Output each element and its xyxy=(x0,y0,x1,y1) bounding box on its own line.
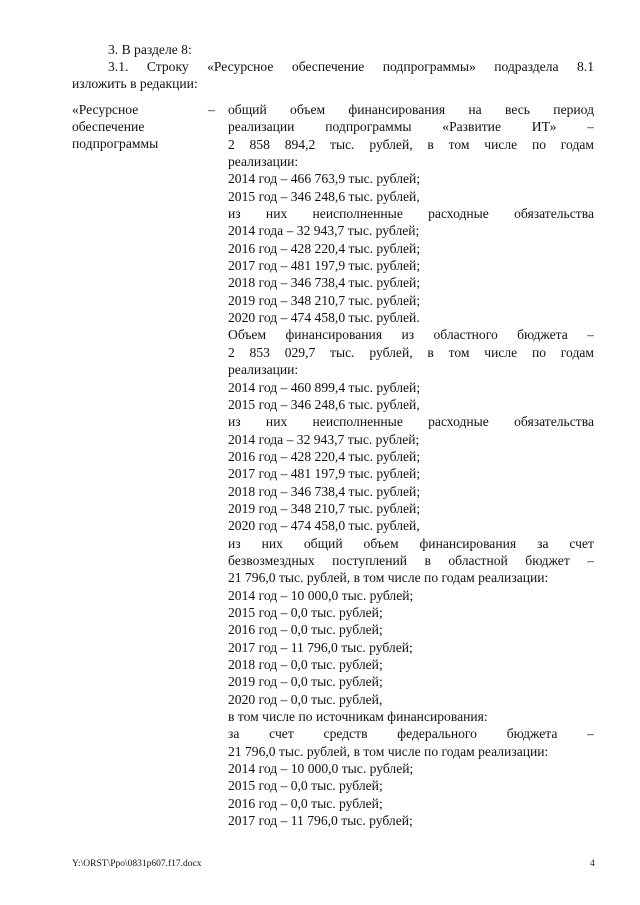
value-line: 2016 год – 0,0 тыс. рублей; xyxy=(228,795,383,811)
value-line: безвозмездных поступлений в областной бюджет – xyxy=(228,552,594,568)
value-line: 2019 год – 348 210,7 тыс. рублей; xyxy=(228,500,421,516)
value-line: 2018 год – 346 738,4 тыс. рублей; xyxy=(228,275,421,291)
value-line: 2014 года – 32 943,7 тыс. рублей; xyxy=(228,223,420,239)
footer-page-number: 4 xyxy=(590,859,595,869)
row-label-line: подпрограммы xyxy=(72,136,159,151)
value-line: за счет средств федерального бюджета – xyxy=(228,726,594,742)
value-line: 2015 год – 346 248,6 тыс. рублей, xyxy=(228,188,420,204)
value-line: реализации подпрограммы «Развитие ИТ» – xyxy=(228,119,594,135)
row-value xyxy=(228,101,594,829)
value-line: 2014 год – 460 899,4 тыс. рублей; xyxy=(228,379,421,395)
value-line: 2017 год – 11 796,0 тыс. рублей; xyxy=(228,813,413,829)
value-line: 2016 год – 0,0 тыс. рублей; xyxy=(228,622,383,638)
value-line: 2019 год – 0,0 тыс. рублей; xyxy=(228,674,383,690)
value-line: 2015 год – 346 248,6 тыс. рублей, xyxy=(228,396,420,412)
value-line: 2016 год – 428 220,4 тыс. рублей; xyxy=(228,240,421,256)
footer-file-path: Y:\ORST\Ppo\0831p607.f17.docx xyxy=(72,859,202,869)
value-line: 2014 год – 10 000,0 тыс. рублей; xyxy=(228,761,414,777)
value-line: 2014 год – 10 000,0 тыс. рублей; xyxy=(228,587,414,603)
value-line: из них неисполненные расходные обязательства xyxy=(228,414,594,430)
value-line: из них неисполненные расходные обязательства xyxy=(228,206,594,222)
value-line: 21 796,0 тыс. рублей, в том числе по годам реализации: xyxy=(228,570,549,586)
value-line: 2015 год – 0,0 тыс. рублей; xyxy=(228,604,383,620)
section-heading: 3. В разделе 8: xyxy=(108,42,192,57)
value-line: 2014 год – 466 763,9 тыс. рублей; xyxy=(228,171,421,187)
value-line: 21 796,0 тыс. рублей, в том числе по годам реализации: xyxy=(228,743,549,759)
row-label-line: «Ресурсное xyxy=(72,102,139,117)
intro-line-2: изложить в редакции: xyxy=(72,76,198,91)
value-line: 2015 год – 0,0 тыс. рублей; xyxy=(228,778,383,794)
row-dash: – xyxy=(208,102,215,117)
value-line: из них общий объем финансирования за счет xyxy=(228,535,594,551)
value-line: реализации: xyxy=(228,154,299,170)
value-line: реализации: xyxy=(228,362,299,378)
row-label-line: обеспечение xyxy=(72,119,145,134)
value-line: 2018 год – 0,0 тыс. рублей; xyxy=(228,657,383,672)
value-line: 2017 год – 481 197,9 тыс. рублей; xyxy=(228,466,421,482)
value-line: общий объем финансирования на весь период xyxy=(228,102,594,117)
value-line: 2017 год – 481 197,9 тыс. рублей; xyxy=(228,258,421,274)
intro-line-1: 3.1. Строку «Ресурсное обеспечение подпрограммы» подраздела 8.1 xyxy=(108,59,594,74)
value-line: 2019 год – 348 210,7 тыс. рублей; xyxy=(228,292,421,308)
value-line: 2 853 029,7 тыс. рублей, в том числе по годам xyxy=(228,344,594,360)
value-line: 2018 год – 346 738,4 тыс. рублей; xyxy=(228,483,421,499)
value-line: Объем финансирования из областного бюджета – xyxy=(228,327,594,343)
value-line: 2020 год – 474 458,0 тыс. рублей, xyxy=(228,518,420,534)
value-line: 2017 год – 11 796,0 тыс. рублей; xyxy=(228,639,413,655)
value-line: 2016 год – 428 220,4 тыс. рублей; xyxy=(228,448,421,464)
value-line: 2020 год – 474 458,0 тыс. рублей. xyxy=(228,310,420,326)
value-line: 2014 года – 32 943,7 тыс. рублей; xyxy=(228,431,420,447)
row-label xyxy=(72,101,202,152)
value-line: 2020 год – 0,0 тыс. рублей, xyxy=(228,691,383,707)
value-line: 2 858 894,2 тыс. рублей, в том числе по годам xyxy=(228,136,594,152)
value-line: в том числе по источникам финансирования: xyxy=(228,709,488,725)
